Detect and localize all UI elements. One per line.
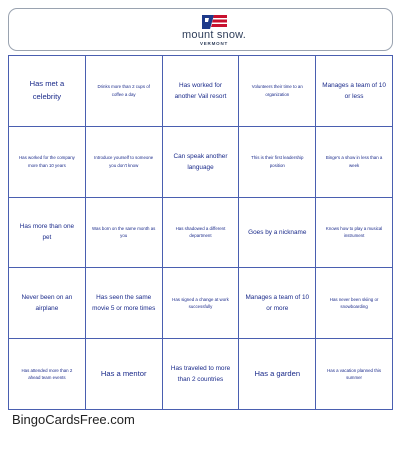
cell-text: Has attended more than 2 ahead team events [21, 367, 73, 381]
bingo-cell[interactable] [86, 56, 163, 127]
bingo-cell[interactable] [163, 56, 240, 127]
bingo-cell[interactable] [163, 127, 240, 198]
footer-site-credit: BingoCardsFree.com [12, 412, 135, 427]
header-banner [8, 8, 393, 51]
cell-text: Has shadowed a different department [175, 225, 226, 239]
bingo-cell[interactable] [239, 198, 316, 269]
bingo-cell[interactable] [9, 198, 86, 269]
bingo-cell[interactable] [163, 268, 240, 339]
cell-text: Has a mentor [100, 368, 147, 378]
cell-text: Knows how to play a musical instrument [325, 225, 383, 239]
bingo-cell[interactable] [316, 198, 393, 269]
cell-text: Has a garden [254, 368, 301, 378]
mount-snow-logo [159, 15, 269, 49]
bingo-cell[interactable] [9, 339, 86, 410]
bingo-cell[interactable] [316, 339, 393, 410]
cell-text: Volunteers their time to an organization [251, 84, 303, 97]
cell-text: This is their first leadership position [251, 155, 304, 168]
cell-text: Drinks more than 2 cups of coffee a day [97, 84, 150, 97]
bingo-cell[interactable] [9, 268, 86, 339]
cell-text: Manages a team of 10 or less [322, 81, 386, 100]
logo-wordmark: mount snow. [182, 29, 246, 41]
bingo-cell[interactable] [86, 339, 163, 410]
cell-text: Has met a celebrity [29, 79, 65, 101]
bingo-cell[interactable] [9, 56, 86, 127]
cell-text: Binge's a show in less than a week [325, 155, 383, 168]
cell-text: Introduce yourself to someone you don't know [94, 155, 154, 168]
cell-text: Has seen the same movie 5 or more times [92, 294, 156, 313]
bingo-cell[interactable] [9, 127, 86, 198]
bingo-cell[interactable] [239, 56, 316, 127]
cell-text: Has never been skiing or snowboarding [329, 296, 379, 310]
bingo-cell[interactable] [239, 127, 316, 198]
bingo-cell[interactable] [86, 198, 163, 269]
bingo-cell[interactable] [316, 56, 393, 127]
cell-text: Can speak another language [173, 152, 228, 171]
bingo-cell[interactable] [163, 198, 240, 269]
cell-text: Has traveled to more than 2 countries [170, 365, 231, 384]
bingo-cell[interactable] [163, 339, 240, 410]
cell-text: Was born on the same month as you [92, 225, 156, 239]
bingo-cell[interactable] [86, 127, 163, 198]
bingo-cell[interactable] [86, 268, 163, 339]
cell-text: Manages a team of 10 or more [245, 294, 310, 313]
cell-text: Has signed a change at work successfully [172, 296, 229, 310]
bingo-cell[interactable] [316, 127, 393, 198]
bingo-cell[interactable] [316, 268, 393, 339]
bingo-cell[interactable] [239, 339, 316, 410]
cell-text: Has more than one pet [19, 223, 75, 242]
bingo-grid [8, 55, 393, 410]
bingo-cell[interactable] [239, 268, 316, 339]
cell-text: Never been on an airplane [21, 294, 73, 313]
flag-icon [200, 15, 228, 29]
cell-text: Goes by a nickname [248, 228, 307, 236]
cell-text: Has worked for another Vail resort [174, 81, 227, 100]
logo-subtitle: VERMONT [199, 41, 229, 46]
cell-text: Has a vacation planned this summer [327, 367, 382, 381]
cell-text: Has worked for the company more than 10 years [18, 155, 75, 168]
